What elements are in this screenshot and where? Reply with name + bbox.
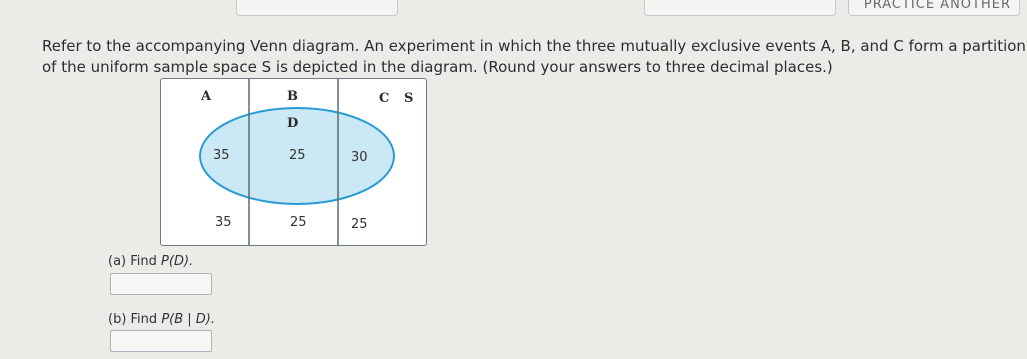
value-a-d: 35: [213, 148, 230, 163]
toolbar-button-2[interactable]: [644, 0, 836, 16]
problem-statement: Refer to the accompanying Venn diagram. An experiment in which the three mutually exclusive events A, B, and C form a partition of the uniform sample space S is depicted in the diagram. (Round your answers to three decimal places.): [42, 37, 1026, 76]
label-c: C: [379, 91, 390, 106]
question-b-label: (b) Find: [108, 312, 158, 327]
answer-a-input[interactable]: [110, 273, 212, 295]
question-a-expr: P(D).: [161, 254, 194, 269]
practice-another-label: PRACTICE ANOTHER: [863, 0, 1011, 12]
question-b: [108, 312, 215, 327]
value-b-d: 25: [289, 148, 306, 163]
value-c-not-d: 25: [351, 217, 368, 232]
value-b-not-d: 25: [290, 215, 307, 230]
practice-another-button[interactable]: [848, 0, 1020, 16]
question-a-label: (a) Find: [108, 254, 157, 269]
toolbar-button-1[interactable]: [236, 0, 398, 16]
value-c-d: 30: [351, 150, 368, 165]
venn-diagram: [160, 78, 427, 246]
label-b: B: [287, 89, 298, 104]
answer-b-input[interactable]: [110, 330, 212, 352]
question-a: [108, 254, 193, 269]
label-a: A: [201, 89, 212, 104]
venn-svg: [161, 79, 426, 245]
value-a-not-d: 35: [215, 215, 232, 230]
question-b-expr: P(B | D).: [161, 312, 216, 327]
label-s: S: [404, 91, 414, 106]
label-d: D: [287, 116, 299, 131]
